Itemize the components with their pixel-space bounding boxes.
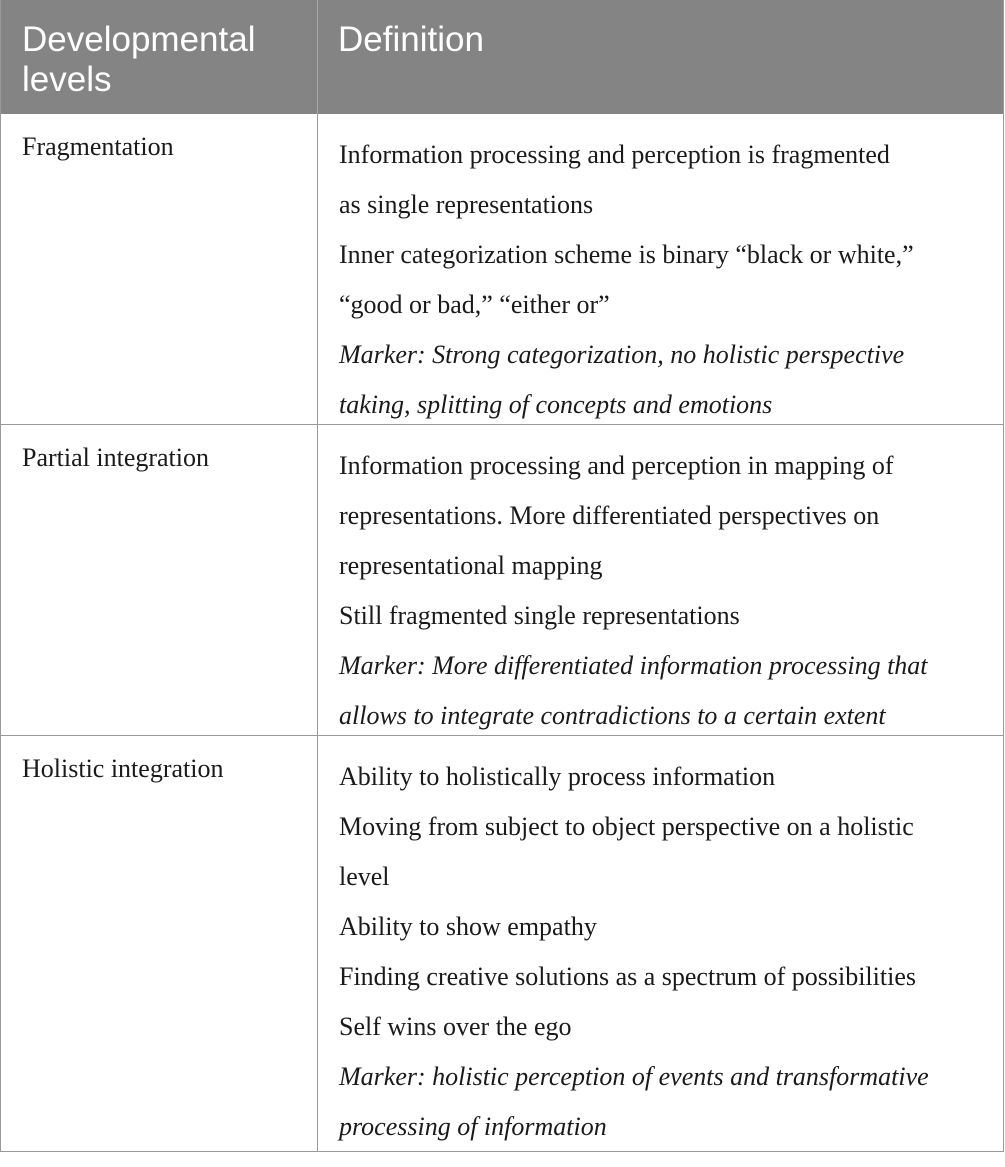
header-developmental-levels [22,0,312,114]
level-cell: Partial integration [22,443,210,472]
definition-cell [339,441,989,741]
level-cell: Holistic integration [22,754,224,783]
definition-cell [339,130,989,430]
column-divider [317,114,318,424]
definition-line: Self wins over the ego [339,1012,572,1041]
definition-line: Information processing and perception is fragmented [339,140,890,169]
table-header-row [1,0,1003,114]
definition-line: representations. More differentiated perspectives on [339,501,880,530]
header-level-line: levels [22,60,112,99]
marker-line: Marker: Strong categorization, no holistic perspective [339,340,905,369]
marker-line: processing of information [339,1112,607,1141]
marker-line: Marker: holistic perception of events and transformative [339,1062,929,1091]
definition-line: Information processing and perception in mapping of [339,451,894,480]
definition-line: Ability to show empathy [339,912,597,941]
level-cell: Fragmentation [22,132,174,161]
marker-line: taking, splitting of concepts and emotions [339,390,773,419]
definition-line: Inner categorization scheme is binary “black or white,” [339,240,914,269]
table-row [1,736,1003,1152]
definition-line: Finding creative solutions as a spectrum of possibilities [339,962,916,991]
definition-line: “good or bad,” “either or” [339,290,610,319]
header-column-divider [317,0,318,114]
marker-line: allows to integrate contradictions to a certain extent [339,701,886,730]
definition-line: level [339,862,390,891]
definition-line: as single representations [339,190,594,219]
column-divider [317,425,318,735]
table-row [1,425,1003,736]
marker-line: Marker: More differentiated information processing that [339,651,928,680]
definition-line: Moving from subject to object perspective on a holistic [339,812,914,841]
definition-line: Still fragmented single representations [339,601,740,630]
column-divider [317,736,318,1151]
header-definition: Definition [338,20,484,59]
header-level-line: Developmental [22,20,256,59]
table-row [1,114,1003,425]
definition-cell [339,752,989,1152]
definition-line: representational mapping [339,551,603,580]
definition-line: Ability to holistically process information [339,762,776,791]
